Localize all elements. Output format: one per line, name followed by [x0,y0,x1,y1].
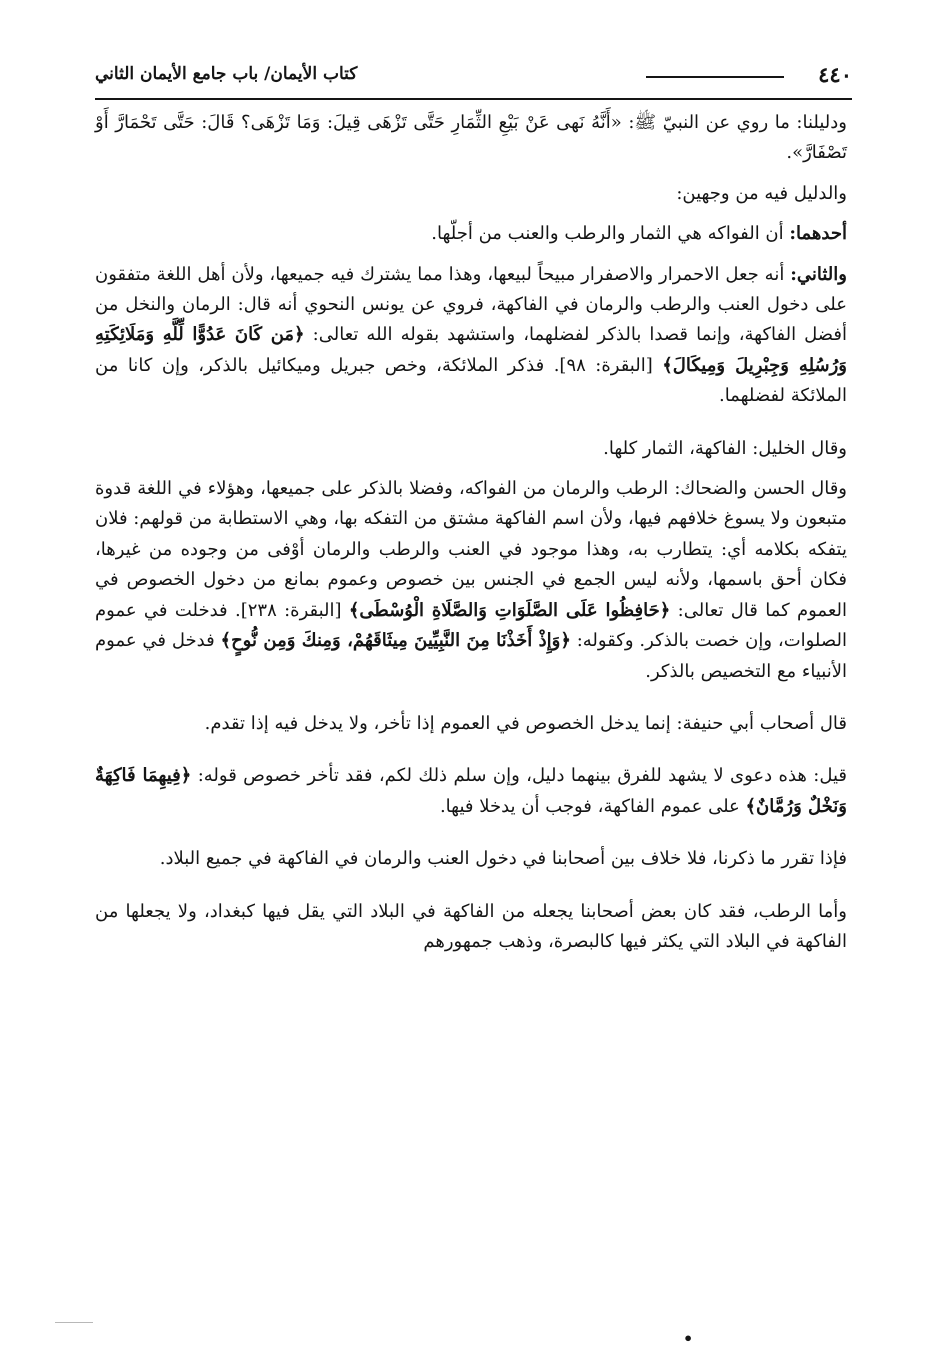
paragraph-4 [95,260,847,412]
paragraph-9: فإذا تقرر ما ذكرنا، فلا خلاف بين أصحابنا في دخول العنب والرمان في الفاكهة في جميع البلاد. [159,848,847,870]
paragraph-6-text-2: [البقرة: ٢٣٨]. فدخلت في عموم الصلوات، وإن خصت بالذكر. وكقوله: [95,599,847,652]
paragraph-5: وقال الخليل: الفاكهة، الثمار كلها. [603,437,847,459]
paragraph-8-text-2: على عموم الفاكهة، فوجب أن يدخلا فيها. [439,795,746,817]
scan-artifact-line [55,1322,93,1323]
header-underline [95,98,852,100]
chapter-title: كتاب الأيمان/ باب جامع الأيمان الثاني [95,64,358,84]
paragraph-6-text-3: فدخل في عموم الأنبياء مع التخصيص بالذكر. [95,630,847,682]
paragraph-6-text-1: وقال الحسن والضحاك: الرطب والرمان من الفواكه، وفضلا بالذكر على جميعها، وهؤلاء في اللغة قدوة متبعون ولا يسوغ خلافهم فيها، ولأن اسم الفاكهة مشتق من التفكه بها، وهي الاستطابة من قولهم: فلان يتفكه بكلامه أي: يتطارب به، وهذا موجود في العنب والرطب والرمان أوْفى من وجوده من غيرها، فكان أحق باسمها، ولأنه ليس الجمع في الجنس بين خصوص وعموم بمانع من دخول الخصوص في العموم كما قال تعالى: [95,478,847,621]
paragraph-7: قال أصحاب أبي حنيفة: إنما يدخل الخصوص في العموم إذا تأخر، ولا يدخل فيه إذا تقدم. [204,712,847,734]
quran-verse-4: ﴿فِيهِمَا فَاكِهَةٌ وَنَخْلٌ وَرُمَّانٌ﴾ [95,765,847,817]
paragraph-1: ودليلنا: ما روي عن النبيّ ﷺ: «أَنَّهُ نَهى عَنْ بَيْعِ الثِّمَارِ حَتَّى تَزْهَى قِيلَ: وَمَا تَزْهَى؟ قَالَ: حَتَّى تَحْمَارَّ أَوْ تَصْفَارَّ». [95,112,847,164]
paragraph-8-text-1: قيل: هذه دعوى لا يشهد للفرق بينهما دليل، وإن سلم ذلك لكم، فقد تأخر خصوص قوله: [191,765,847,787]
paragraph-4-label: والثاني: [790,263,847,285]
paragraph-8 [95,761,847,822]
quran-verse-1: ﴿مَن كَانَ عَدُوًّا لِّلَّهِ وَمَلَائِكَتِهِ وَرُسُلِهِ وَجِبْرِيلَ وَمِيكَالَ﴾ [95,324,847,376]
paragraph-3-label: أحدهما: [789,223,847,245]
header-rule [646,76,784,78]
footer-mark: • [683,1329,694,1348]
paragraph-2: والدليل فيه من وجهين: [676,182,847,204]
paragraph-6 [95,474,847,687]
paragraph-3-text: أن الفواكه هي الثمار والرطب والعنب من أجلّها. [431,223,790,245]
quran-verse-3: ﴿وَإِذْ أَخَذْنَا مِنَ النَّبِيِّينَ مِيثَاقَهُمْ، وَمِنكَ وَمِن نُّوحٍ﴾ [220,630,571,652]
paragraph-3 [95,219,847,249]
running-header [95,60,852,100]
paragraph-10: وأما الرطب، فقد كان بعض أصحابنا يجعله من الفاكهة في البلاد التي يقل فيها كبغداد، ولا يجعلها من الفاكهة في البلاد التي يكثر فيها كالبصرة، وذهب جمهورهم [95,900,847,952]
quran-verse-2: ﴿حَافِظُوا عَلَى الصَّلَوَاتِ وَالصَّلَاةِ الْوُسْطَى﴾ [348,599,671,621]
paragraph-4-text: أنه جعل الاحمرار والاصفرار مبيحاً لبيعها، وهذا مما يشترك فيه جميعها، ولأن أهل اللغة متفقون على دخول العنب والرطب والرمان في الفاكهة، فروي عن يونس النحوي أنه قال: الرمان والنخل من أفضل الفاكهة، وإنما قصدا بالذكر لفضلهما، واستشهد بقوله الله تعالى: [95,263,848,346]
page-number: ٤٤٠ [818,62,852,87]
paragraph-4-text-2: [البقرة: ٩٨]. فذكر الملائكة، وخص جبريل وميكائيل بالذكر، وإن كانا من الملائكة لفضلهما. [95,354,847,407]
page-body [95,108,847,967]
